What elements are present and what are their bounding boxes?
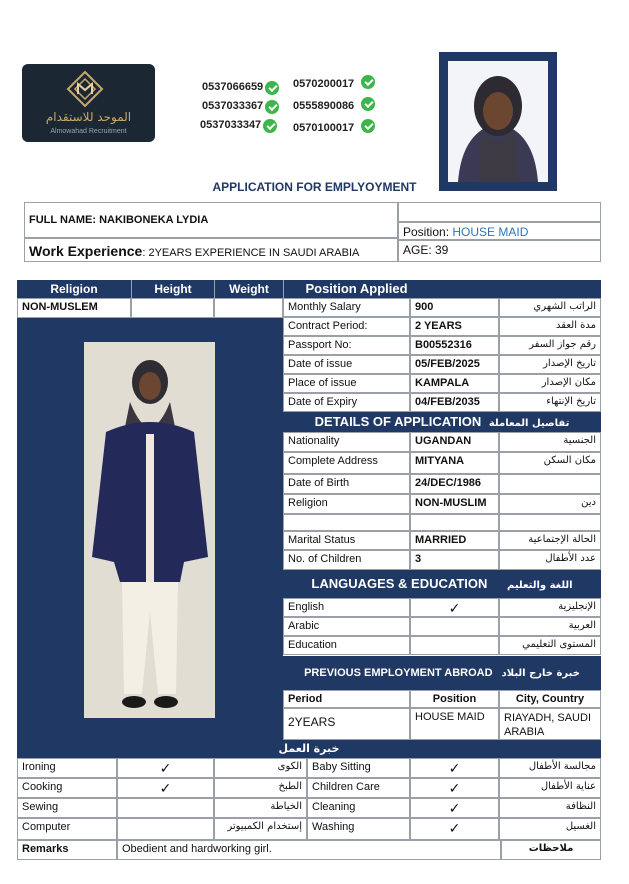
height-header: Height (131, 280, 214, 298)
previous-city (499, 708, 601, 740)
languages-title: LANGUAGES & EDUCATION (311, 576, 488, 591)
passport-photo (448, 61, 548, 182)
remarks-label: Remarks (17, 840, 117, 860)
position-applied-arabic: تاريخ الإصدار (499, 355, 601, 374)
position-column-header: Position (410, 690, 499, 708)
skill-arabic: إستخدام الكمبيوتر (214, 818, 307, 840)
position-applied-label: Monthly Salary (283, 298, 410, 317)
whatsapp-icon (361, 75, 375, 89)
logo-english-text: Almowahad Recruitment (50, 128, 127, 135)
position-applied-value: 05/FEB/2025 (410, 355, 499, 374)
position-applied-value: 900 (410, 298, 499, 317)
header-filler (429, 280, 601, 298)
phone-right-3: 0570100017 (293, 122, 355, 134)
details-value (410, 514, 499, 531)
position-applied-arabic: مدة العقد (499, 317, 601, 336)
phone-left-3: 0537033347 (200, 119, 262, 131)
position-applied-label: Date of issue (283, 355, 410, 374)
company-logo-icon (66, 70, 104, 108)
logo-arabic-text: الموحد للاستقدام (45, 110, 132, 124)
previous-employment-header (283, 656, 601, 690)
position-applied-arabic: مكان الإصدار (499, 374, 601, 393)
position-applied-value: 04/FEB/2035 (410, 393, 499, 412)
skill-arabic: الخياطة (214, 798, 307, 818)
height-value (131, 298, 214, 318)
empty-cell (398, 202, 601, 222)
weight-value (214, 298, 283, 318)
phone-left-2: 0537033367 (202, 100, 264, 112)
details-arabic: مكان السكن (499, 452, 601, 474)
position-applied-value: KAMPALA (410, 374, 499, 393)
position-applied-value: B00552316 (410, 336, 499, 355)
period-column-header: Period (283, 690, 410, 708)
language-label: English (283, 598, 410, 617)
details-value: MITYANA (410, 452, 499, 474)
position-applied-label: Contract Period: (283, 317, 410, 336)
weight-header: Weight (214, 280, 283, 298)
language-label: Arabic (283, 617, 410, 636)
whatsapp-icon (361, 119, 375, 133)
details-arabic (499, 474, 601, 494)
skill-arabic: الغسيل (499, 818, 601, 840)
checkmark-icon: ✓ (410, 818, 499, 840)
details-header (283, 412, 601, 432)
previous-city-line1: RIAYADH, SAUDI (504, 712, 591, 724)
checkmark-icon (410, 617, 499, 636)
skill-arabic: الطبخ (214, 778, 307, 798)
details-label: Marital Status (283, 531, 410, 550)
full-body-photo (84, 342, 215, 718)
details-arabic: عدد الأطفال (499, 550, 601, 570)
phone-left-1: 0537066659 (202, 81, 264, 93)
skill-label: Washing (307, 818, 410, 840)
page-title: APPLICATION FOR EMPLYOYMENT (212, 180, 417, 194)
language-arabic: المستوى التعليمي (499, 636, 601, 655)
company-logo (22, 64, 155, 142)
details-label: Date of Birth (283, 474, 410, 494)
details-arabic: الحالة الإجتماعية (499, 531, 601, 550)
details-label: Complete Address (283, 452, 410, 474)
position-applied-value: 2 YEARS (410, 317, 499, 336)
skill-arabic: عناية الأطفال (499, 778, 601, 798)
previous-title-arabic: خبرة خارج البلاد (501, 668, 580, 679)
skill-arabic: النظافة (499, 798, 601, 818)
details-title-arabic: تفاصيل المعاملة (488, 418, 570, 429)
whatsapp-icon (361, 97, 375, 111)
skill-label: Baby Sitting (307, 758, 410, 778)
checkmark-icon (117, 798, 214, 818)
checkmark-icon: ✓ (410, 598, 499, 617)
remarks-value: Obedient and hardworking girl. (117, 840, 501, 860)
skill-label: Ironing (17, 758, 117, 778)
age-cell: AGE: 39 (398, 240, 601, 262)
details-value: MARRIED (410, 531, 499, 550)
work-experience-cell (24, 238, 398, 262)
details-label (283, 514, 410, 531)
phone-right-2: 0555890086 (293, 100, 355, 112)
position-applied-arabic: رقم جواز السفر (499, 336, 601, 355)
whatsapp-icon (263, 119, 277, 133)
position-value: HOUSE MAID (452, 225, 529, 239)
details-value: 24/DEC/1986 (410, 474, 499, 494)
checkmark-icon (410, 636, 499, 655)
skill-label: Cooking (17, 778, 117, 798)
previous-title: PREVIOUS EMPLOYMENT ABROAD (304, 667, 493, 679)
phone-right-1: 0570200017 (293, 78, 355, 90)
details-value: NON-MUSLIM (410, 494, 499, 514)
whatsapp-icon (265, 81, 279, 95)
skill-label: Children Care (307, 778, 410, 798)
full-name: FULL NAME: NAKIBONEKA LYDIA (29, 214, 209, 226)
position-applied-label: Date of Expiry (283, 393, 410, 412)
position-cell (398, 222, 601, 240)
remarks-arabic: ملاحظات (501, 840, 601, 860)
languages-header (283, 570, 601, 598)
skill-arabic: الكوى (214, 758, 307, 778)
work-experience-header: خبرة العمل (17, 740, 601, 758)
details-value: 3 (410, 550, 499, 570)
language-arabic: الإنجليزية (499, 598, 601, 617)
previous-city-line2: ARABIA (504, 726, 545, 738)
language-arabic: العربية (499, 617, 601, 636)
work-experience-label: Work Experience (29, 243, 143, 259)
full-name-cell (24, 202, 398, 238)
religion-header: Religion (17, 280, 131, 298)
checkmark-icon: ✓ (410, 798, 499, 818)
languages-title-arabic: اللغة والتعليم (507, 580, 573, 591)
checkmark-icon: ✓ (410, 758, 499, 778)
skill-label: Sewing (17, 798, 117, 818)
details-arabic (499, 514, 601, 531)
city-column-header: City, Country (499, 690, 601, 708)
checkmark-icon (117, 818, 214, 840)
position-applied-arabic: الراتب الشهري (499, 298, 601, 317)
checkmark-icon: ✓ (117, 758, 214, 778)
previous-period: 2YEARS (283, 708, 410, 740)
checkmark-icon: ✓ (410, 778, 499, 798)
position-applied-label: Place of issue (283, 374, 410, 393)
checkmark-icon: ✓ (117, 778, 214, 798)
details-arabic: دين (499, 494, 601, 514)
position-applied-arabic: تاريخ الإنتهاء (499, 393, 601, 412)
skill-label: Cleaning (307, 798, 410, 818)
details-label: No. of Children (283, 550, 410, 570)
position-applied-label: Passport No: (283, 336, 410, 355)
language-label: Education (283, 636, 410, 655)
religion-value: NON-MUSLEM (17, 298, 131, 318)
details-title: DETAILS OF APPLICATION (314, 414, 482, 429)
details-label: Nationality (283, 432, 410, 452)
skill-arabic: مجالسة الأطفال (499, 758, 601, 778)
details-value: UGANDAN (410, 432, 499, 452)
position-label: Position: (403, 225, 453, 239)
details-arabic: الجنسية (499, 432, 601, 452)
skill-label: Computer (17, 818, 117, 840)
work-experience-value: : 2YEARS EXPERIENCE IN SAUDI ARABIA (142, 247, 360, 259)
passport-photo-frame (439, 52, 557, 191)
position-applied-header: Position Applied (283, 280, 429, 298)
details-label: Religion (283, 494, 410, 514)
previous-position: HOUSE MAID (410, 708, 499, 740)
whatsapp-icon (265, 100, 279, 114)
